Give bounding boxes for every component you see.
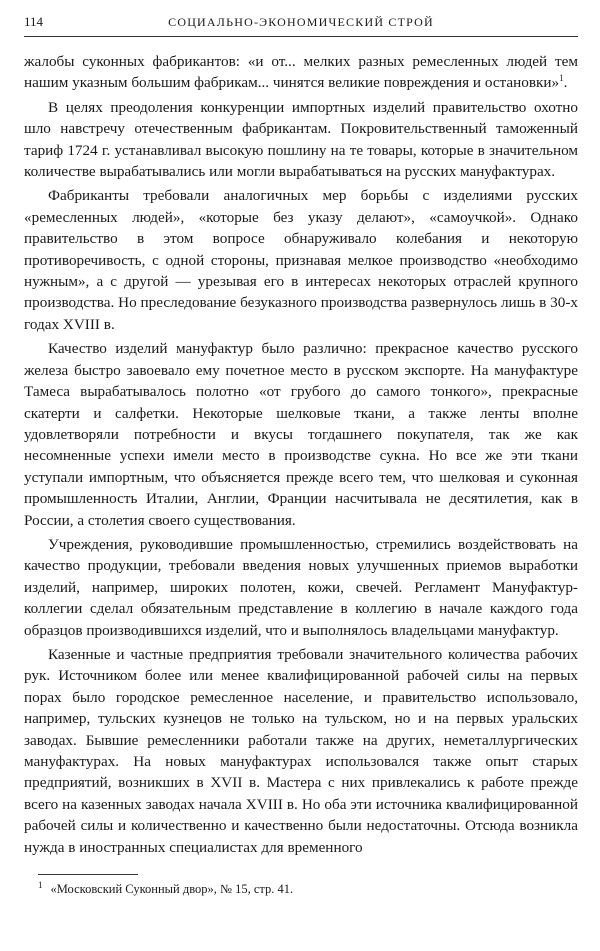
book-page bbox=[24, 14, 578, 897]
paragraph-1-text: жалобы суконных фабрикантов: «и от... мелких разных ремесленных людей тем нашим указным большим фабрикам... чинятся великие повреждения и остановки» bbox=[24, 53, 578, 92]
running-title: СОЦИАЛЬНО-ЭКОНОМИЧЕСКИЙ СТРОЙ bbox=[168, 15, 434, 29]
footnote-divider bbox=[38, 874, 138, 875]
paragraph-5: Учреждения, руководившие промышленностью, стремились воздействовать на качество продукции, требовали введения новых улучшенных приемов выработки изделий, например, широких полотен, кожи, свечей. Регламент Мануфактур-коллегии сделал обязательным представление в коллегию в начале каждого года образцов производившихся изделий, что и выполнялось владельцами мануфактур. bbox=[24, 535, 578, 639]
paragraph-2: В целях преодоления конкуренции импортных изделий правительство охотно шло навстречу отечественным фабрикантам. Покровительственный таможенный тариф 1724 г. устанавливал высокую пошлину на те товары, которые в значительном количестве вырабатывались или могли вырабатываться на русских мануфактурах. bbox=[24, 98, 578, 181]
body-text bbox=[24, 51, 578, 858]
paragraph-1-tail: . bbox=[563, 74, 568, 92]
paragraph-1 bbox=[24, 51, 578, 94]
paragraph-4: Качество изделий мануфактур было различно: прекрасное качество русского железа быстро завоевало ему почетное место в русском экспорте. На мануфактуре Тамеса вырабатывалось полотно «от грубого до самого тонкого», прекрасные скатерти и салфетки. Некоторые шелковые ткани, а также ленты вполне удовлетворяли потребности и вкусы тогдашнего покупателя, так же как несомненные успехи имели место в производстве сукна. Но все же эти ткани уступали импортным, что объясняется прежде всего тем, что шелковая и суконная промышленность Италии, Англии, Франции насчитывала не десятилетия, как в России, а столетия своего существования. bbox=[24, 340, 578, 529]
paragraph-3: Фабриканты требовали аналогичных мер борьбы с изделиями русских «ремесленных людей», «которые без указу делают», «самоучкой». Однако правительство в этом вопросе обнаруживало колебания и некоторую противоречивость, с одной стороны, признавая мелкое производство «необходимо нужным», а с другой — урезывая его в интересах некоторых отраслей крупного производства. Но преследование безуказного производства развернулось лишь в 30-х годах XVIII в. bbox=[24, 187, 578, 333]
page-number: 114 bbox=[24, 14, 44, 29]
footnote-ref-1: 1 bbox=[559, 73, 564, 84]
paragraph-6: Казенные и частные предприятия требовали значительного количества рабочих рук. Источником более или менее квалифицированной рабочей силы на первых порах было городское ремесленное население, и правительство использовало, например, тульских кузнецов не только на тульском, но и на первых уральских заводах. Бывшие ремесленники работали также на других, неметаллургических мануфактурах. На новых мануфактурах использовался также опыт старых предприятий, возникших в XVII в. Мастера с них привлекались к работе прежде всего на казенных заводах начала XVIII в. Но оба эти источника квалифицированной рабочей силы и количественно и качественно были недостаточны. Отсюда возникла нужда в иностранных специалистах для временного bbox=[24, 645, 578, 856]
footnote-1: 1 «Московский Суконный двор», № 15, стр. 41. bbox=[38, 879, 294, 897]
footnote-text: «Московский Суконный двор», № 15, стр. 41. bbox=[50, 882, 294, 897]
running-head bbox=[24, 14, 578, 37]
